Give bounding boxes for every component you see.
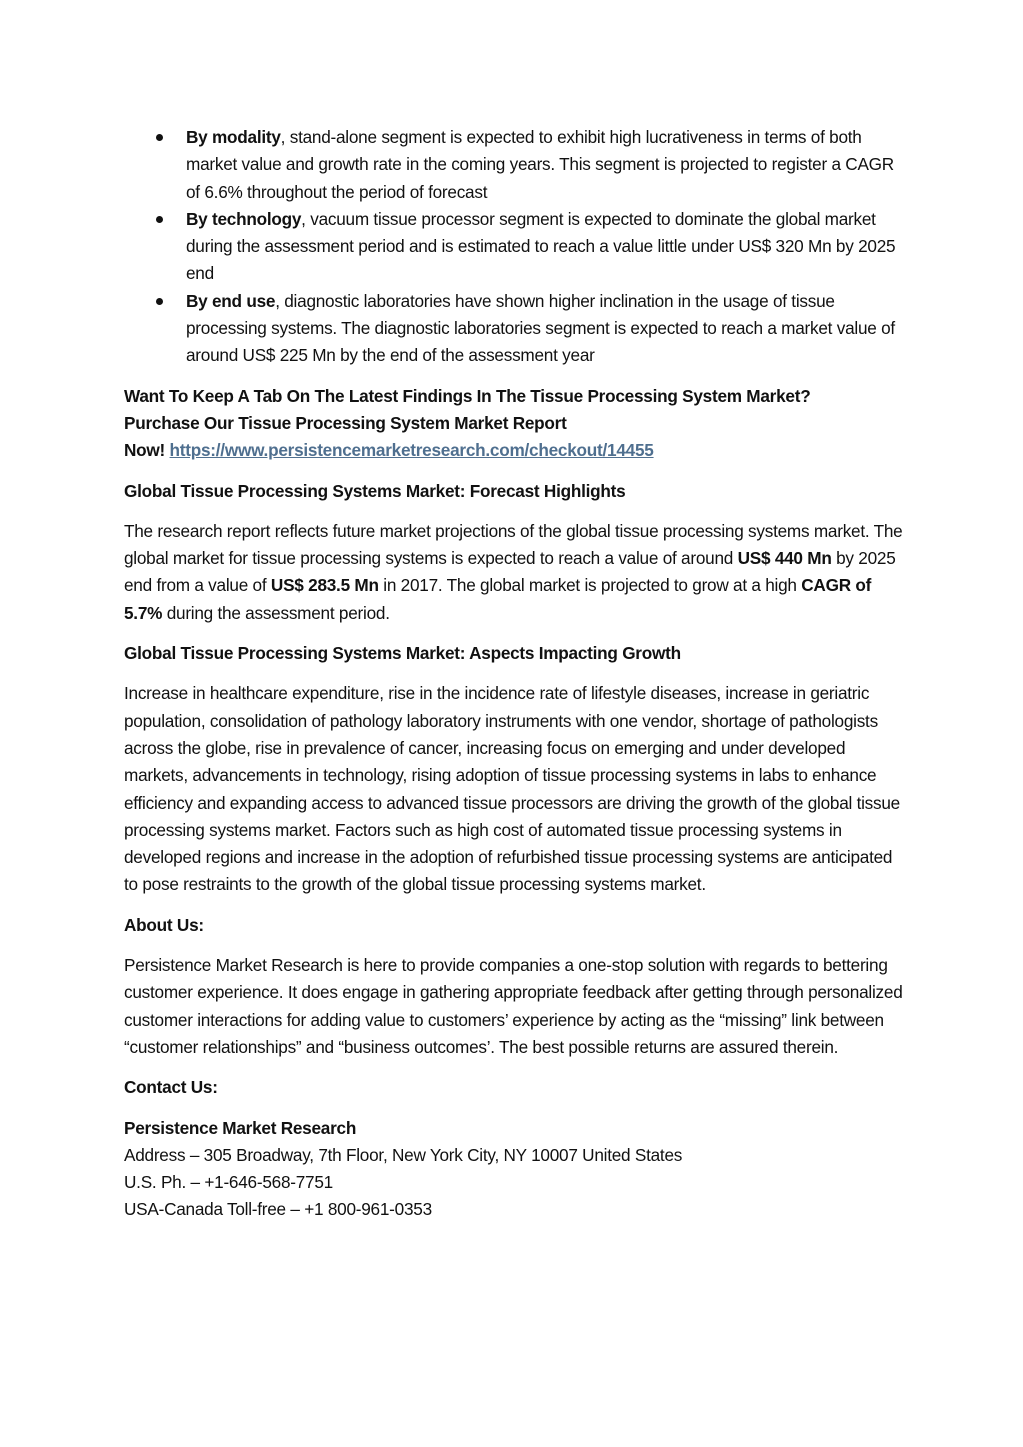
document-page <box>124 124 904 1224</box>
contact-block <box>124 1115 904 1224</box>
company-name: Persistence Market Research <box>124 1117 357 1138</box>
highlights-list <box>124 124 904 370</box>
about-heading: About Us: <box>124 914 204 935</box>
contact-heading: Contact Us: <box>124 1077 218 1098</box>
cta-paragraph: Want To Keep A Tab On The Latest Findings In The Tissue Processing System Market? Purchase Our Tissue Processing System Market Report Now! https://www.persistencemarketresearch.com/checkout/14455 <box>124 385 811 461</box>
bullet-icon <box>156 134 163 141</box>
forecast-paragraph: The research report reflects future market projections of the global tissue processing systems market. The global market for tissue processing systems is expected to reach a value of around US$ 440 Mn by 2025 end from a value of US$ 283.5 Mn in 2017. The global market is projected to grow at a high CAGR of 5.7% during the assessment period. <box>124 520 903 623</box>
growth-paragraph: Increase in healthcare expenditure, rise in the incidence rate of lifestyle diseases, increase in geriatric population, consolidation of pathology laboratory instruments with one vendor, shortage of pathologists across the globe, rise in prevalence of cancer, increasing focus on emerging and under developed markets, advancements in technology, rising adoption of tissue processing systems in labs to enhance efficiency and expanding access to advanced tissue processors are driving the growth of the global tissue processing systems market. Factors such as high cost of automated tissue processing systems in developed regions and increase in the adoption of refurbished tissue processing systems are anticipated to pose restraints to the growth of the global tissue processing systems market. <box>124 683 900 895</box>
phone: U.S. Ph. – +1-646-568-7751 <box>124 1172 333 1193</box>
list-item: By technology, vacuum tissue processor segment is expected to dominate the global market during the assessment period and is estimated to reach a value little under US$ 320 Mn by 2025 end <box>124 206 904 288</box>
list-item: By modality, stand-alone segment is expected to exhibit high lucrativeness in terms of both market value and growth rate in the coming years. This segment is projected to register a CAGR of 6.6% throughout the period of forecast <box>124 124 904 206</box>
toll-free: USA-Canada Toll-free – +1 800-961-0353 <box>124 1199 432 1220</box>
list-item: By end use, diagnostic laboratories have shown higher inclination in the usage of tissue processing systems. The diagnostic laboratories segment is expected to reach a market value of around US$ 225 Mn by the end of the assessment year <box>124 288 904 370</box>
forecast-heading: Global Tissue Processing Systems Market: Forecast Highlights <box>124 480 626 501</box>
bullet-icon <box>156 216 163 223</box>
growth-heading: Global Tissue Processing Systems Market: Aspects Impacting Growth <box>124 643 681 664</box>
about-paragraph: Persistence Market Research is here to provide companies a one-stop solution with regards to bettering customer experience. It does engage in gathering appropriate feedback after getting through personalized customer interactions for adding value to customers’ experience by acting as the “missing” link between “customer relationships” and “business outcomes’. The best possible returns are assured therein. <box>124 955 903 1057</box>
address: Address – 305 Broadway, 7th Floor, New York City, NY 10007 United States <box>124 1144 683 1165</box>
bullet-icon <box>156 298 163 305</box>
checkout-link[interactable]: https://www.persistencemarketresearch.com/checkout/14455 <box>169 440 654 461</box>
